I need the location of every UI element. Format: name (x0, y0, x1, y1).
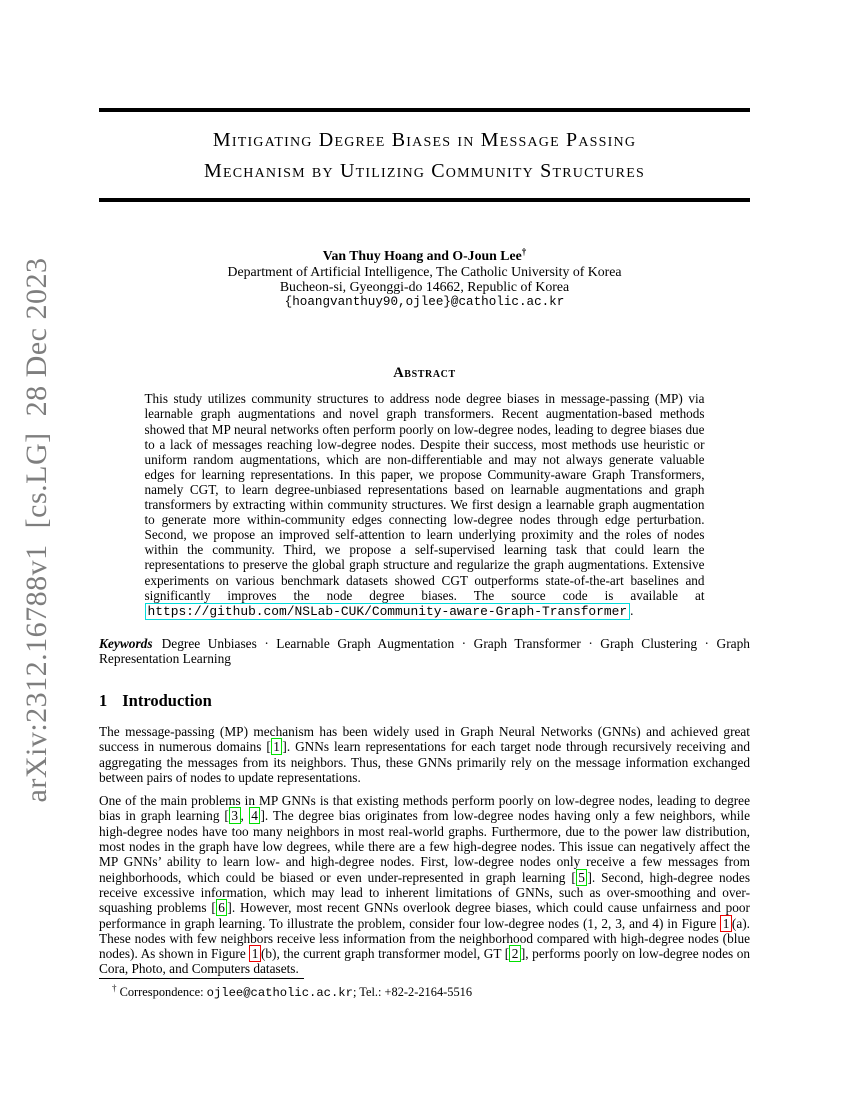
citation-link[interactable]: 5 (576, 869, 588, 886)
arxiv-watermark: arXiv:2312.16788v1 [cs.LG] 28 Dec 2023 (20, 257, 53, 803)
paper-title (99, 125, 750, 187)
section-1-heading (99, 691, 750, 711)
affiliation-address: Bucheon-si, Gyeonggi-do 14662, Republic of Korea (279, 279, 570, 295)
section-1-title: Introduction (122, 690, 212, 710)
text-run: Correspondence: (116, 985, 207, 1000)
footnote-rule (99, 978, 304, 979)
text-run: ]. However, most recent GNNs overlook degree biases, which could cause unfairness and poor performance in graph learning. To illustrate the problem, consider four low-degree nodes (1, 2, 3, and 4) in Figure (99, 900, 750, 931)
dagger-superscript: † (521, 246, 527, 257)
footnote-marker: † (112, 983, 117, 994)
mono-text: ojlee@catholic.ac.kr (206, 986, 353, 1001)
author-emails: {hoangvanthuy90,ojlee}@catholic.ac.kr (284, 294, 565, 309)
citation-link[interactable]: 3 (229, 807, 241, 824)
text-run: ]. Second, high-degree nodes receive excessive information, which may lead to inherent limitations of GNNs, such as over-smoothing and over-squashing problems [ (99, 869, 751, 916)
text-run: ; Tel.: +82-2-2164-5516 (352, 985, 473, 1000)
keywords-label: Keywords (99, 635, 153, 651)
footnote-body (117, 985, 473, 999)
keywords-line (99, 636, 750, 667)
text-run: (a). These nodes with few neighbors receive less information from the neighborhood compared with high-degree nodes (blue nodes). As shown in Figure (99, 915, 750, 962)
footnote-block (99, 978, 750, 1000)
citation-link[interactable]: 4 (249, 807, 261, 824)
source-code-link[interactable]: https://github.com/NSLab-CUK/Community-aware-Graph-Transformer (145, 603, 631, 620)
footnote-text (99, 985, 750, 1000)
text-run: The message-passing (MP) mechanism has been widely used in Graph Neural Networks (GNNs) and achieved great success in numerous domains [ (99, 723, 750, 755)
title-rule-top (99, 108, 750, 112)
text-run: (b), the current graph transformer model, GT [ (260, 946, 510, 962)
paper-title-line1: Mitigating Degree Biases in Message Passing (212, 129, 637, 151)
text-run: . (630, 602, 634, 618)
text-run: This study utilizes community structures to address node degree biases in message-passing (MP) via learnable graph augmentations and novel graph transformers. Recent augmentation-based methods showed that MP neural networks often perform poorly on low-degree nodes, leading to degree biases due to a lack of messages reaching low-degree nodes. Despite their success, most methods use heuristic or uniform random augmentations, which are non-differentiable and may not always generate valuable edges for learning representations. In this paper, we propose Community-aware Graph Transformers, namely CGT, to learn degree-unbiased representations based on learnable augmentations and graph transformers by extracting within community structures. We first design a learnable graph augmentation to generate more within-community edges connecting low-degree nodes through edge perturbation. Second, we propose an improved self-attention to learn underlying proximity and the roles of nodes within the community. Third, we propose a self-supervised learning task that could learn the representations to preserve the global graph structure and regularize the graph augmentations. Extensive experiments on various benchmark datasets showed CGT outperforms state-of-the-art baselines and significantly improves the node degree biases. The source code is available at (144, 391, 705, 603)
paper-title-line2: Mechanism by Utilizing Community Structures (204, 160, 645, 182)
text-run: ]. GNNs learn representations for each target node through recursively receiving and aggregating the messages from its neighbors. Thus, these GNNs primarily rely on the message information exchanged between pairs of nodes to update representations. (99, 739, 750, 785)
intro-paragraph-1 (99, 724, 750, 785)
text-run: ]. The degree bias originates from low-degree nodes having only a few neighbors, while high-degree nodes have too many neighbors in most real-world graphs. Furthermore, due to the power law distribution, most nodes in the graph have low degrees, while there are a few high-degree nodes. This issue can negatively affect the MP GNNs’ ability to learn low- and high-degree nodes. First, low-degree nodes only receive a few messages from neighborhoods, which could be biased or even under-represented in graph learning [ (99, 808, 750, 885)
author-block (99, 248, 750, 310)
abstract-text (145, 391, 705, 618)
paper-content (99, 0, 750, 977)
intro-paragraph-2 (99, 793, 750, 977)
figure-ref-link[interactable]: 1 (249, 945, 261, 962)
abstract-heading: Abstract (393, 365, 456, 382)
citation-link[interactable]: 6 (216, 899, 228, 916)
text-run: ], performs poorly on low-degree nodes on Cora, Photo, and Computers datasets. (99, 946, 750, 977)
text-run: , (240, 808, 249, 824)
citation-link[interactable]: 1 (271, 738, 283, 755)
keywords-text: Degree Unbiases · Learnable Graph Augmentation · Graph Transformer · Graph Clustering · Graph Representation Learning (99, 635, 750, 667)
section-1-number: 1 (99, 690, 108, 710)
title-rule-bottom (99, 198, 750, 202)
author-names (99, 248, 750, 264)
citation-link[interactable]: 2 (509, 945, 521, 962)
affiliation-department: Department of Artificial Intelligence, The Catholic University of Korea (227, 263, 622, 279)
author-names-text: Van Thuy Hoang and O-Joun Lee (322, 248, 522, 263)
text-run: One of the main problems in MP GNNs is that existing methods perform poorly on low-degree nodes, leading to degree bias in graph learning [ (99, 793, 750, 824)
figure-ref-link[interactable]: 1 (720, 915, 732, 932)
